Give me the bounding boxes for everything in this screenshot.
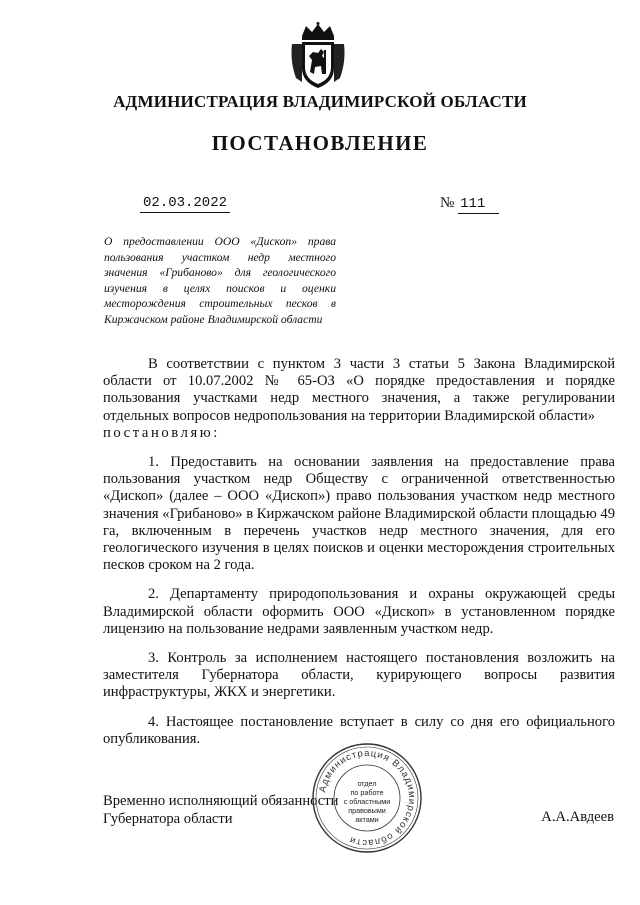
stamp-ring-text: Администрация Владимирской области <box>317 747 418 849</box>
position-line-1: Временно исполняющий обязанности <box>103 793 339 809</box>
clause-1: 1. Предоставить на основании заявления на предоставление права пользования участком недр Обществу с ограниченной ответственностью «Дископ» (далее – ООО «Дископ») право пользования участком недр местного значения «Грибаново» в Киржачском районе Владимирской области площадью 49 га, включенным в перечень участков недр местного значения, для его геологического изучения в целях поисков и оценки месторождения строительных песков сроком на 2 года. <box>103 454 615 574</box>
signatory-position <box>103 792 338 828</box>
number-value: 111 <box>458 196 499 214</box>
decree-word: постановляю: <box>103 424 220 441</box>
clause-2: 2. Департаменту природопользования и охраны окружающей среды Владимирской области оформить ООО «Дископ» в установленном порядке лицензию на пользование недрами заявленным участком недр. <box>103 586 615 637</box>
number-label: № <box>440 195 455 211</box>
document-body <box>103 356 615 760</box>
organization-title: АДМИНИСТРАЦИЯ ВЛАДИМИРСКОЙ ОБЛАСТИ <box>113 92 527 111</box>
document-subject: О предоставлении ООО «Дископ» права пользования участком недр местного значения «Грибаново» для геологического изучения в целях поисков и оценки месторождения строительных песков в Киржачском районе Владимирской области <box>104 235 336 326</box>
coat-of-arms-icon <box>288 22 348 90</box>
position-line-2: Губернатора области <box>103 811 233 827</box>
clause-4: 4. Настоящее постановление вступает в силу со дня его официального опубликования. <box>103 713 615 747</box>
preamble-paragraph: В соответствии с пунктом 3 части 3 статьи 5 Закона Владимирской области от 10.07.2002 № 65-ОЗ «О порядке предоставления и порядке пользования участками недр местного значения, а также регулировании отдельных вопросов недропользования на территории Владимирской области» <box>103 356 615 424</box>
signatory-name: А.А.Авдеев <box>541 809 614 825</box>
clause-3: 3. Контроль за исполнением настоящего постановления возложить на заместителя Губернатора области, курирующего вопросы развития инфраструктуры, ЖКХ и энергетики. <box>103 650 615 701</box>
document-number <box>440 195 499 212</box>
document-date: 02.03.2022 <box>140 195 230 213</box>
stamp-center-text: отдел по работе с областными правовыми актами <box>343 779 391 824</box>
document-type-title: ПОСТАНОВЛЕНИЕ <box>211 131 429 155</box>
